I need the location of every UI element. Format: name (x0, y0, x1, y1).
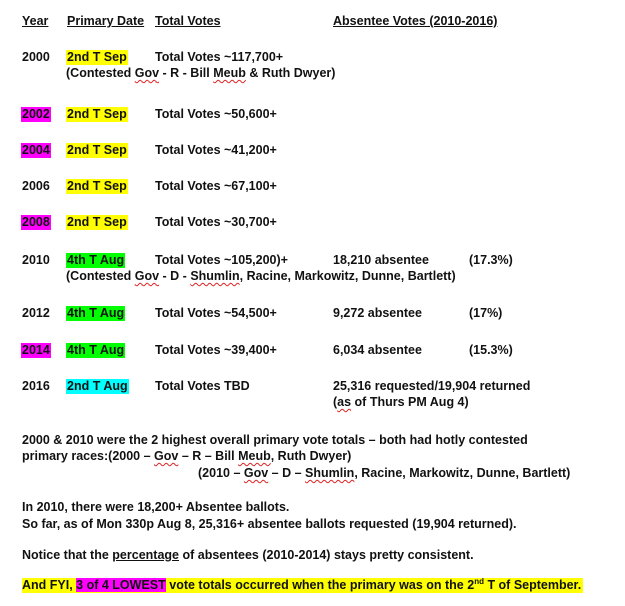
row-note: (Contested Gov - D - Shumlin, Racine, Markowitz, Dunne, Bartlett) (66, 269, 456, 283)
header-absentee: Absentee Votes (2010-2016) (333, 14, 498, 28)
row-date-badge: 2nd T Aug (67, 379, 128, 393)
row-total: Total Votes ~30,700+ (155, 215, 277, 229)
row-year: 2004 (22, 143, 50, 157)
row-total: Total Votes ~117,700+ (155, 50, 284, 64)
lowest-totals-highlight: 3 of 4 LOWEST (76, 578, 166, 592)
row-date-badge: 2nd T Sep (67, 179, 127, 193)
row-date-badge: 4th T Aug (67, 343, 125, 357)
row-absentee: 6,034 absentee (333, 343, 422, 357)
row-date-badge: 4th T Aug (67, 253, 125, 267)
row-absentee: 9,272 absentee (333, 306, 422, 320)
row-total: Total Votes ~41,200+ (155, 143, 277, 157)
row-total: Total Votes ~50,600+ (155, 107, 277, 121)
summary-fyi: And FYI, 3 of 4 LOWEST vote totals occurred when the primary was on the 2nd T of September. (22, 576, 582, 592)
row-total: Total Votes ~105,200)+ (155, 253, 288, 267)
row-year: 2014 (22, 343, 50, 357)
row-total: Total Votes TBD (155, 379, 250, 393)
row-total: Total Votes ~54,500+ (155, 306, 277, 320)
row-year: 2016 (22, 379, 50, 393)
header-total-votes: Total Votes (155, 14, 221, 28)
row-date-badge: 2nd T Sep (67, 50, 127, 64)
row-year: 2008 (22, 215, 50, 229)
row-date-badge: 2nd T Sep (67, 143, 127, 157)
row-absentee-pct: (15.3%) (469, 343, 513, 357)
row-note: (Contested Gov - R - Bill Meub & Ruth Dwyer) (66, 66, 336, 80)
row-date-badge: 2nd T Sep (67, 215, 127, 229)
row-absentee-note: (as of Thurs PM Aug 4) (333, 395, 469, 409)
row-date-badge: 2nd T Sep (67, 107, 127, 121)
row-absentee-pct: (17%) (469, 306, 503, 320)
summary-line: (2010 – Gov – D – Shumlin, Racine, Markowitz, Dunne, Bartlett) (198, 466, 571, 480)
header-year: Year (22, 14, 49, 28)
row-date-badge: 4th T Aug (67, 306, 125, 320)
row-year: 2012 (22, 306, 50, 320)
row-absentee: 25,316 requested/19,904 returned (333, 379, 531, 393)
row-year: 2000 (22, 50, 50, 64)
summary-percentage-note: Notice that the percentage of absentees (2010-2014) stays pretty consistent. (22, 548, 474, 562)
row-year: 2006 (22, 179, 50, 193)
row-year: 2010 (22, 253, 50, 267)
header-primary-date: Primary Date (67, 14, 145, 28)
row-total: Total Votes ~67,100+ (155, 179, 277, 193)
summary-line: primary races:(2000 – Gov – R – Bill Meub, Ruth Dwyer) (22, 449, 352, 463)
summary-line: In 2010, there were 18,200+ Absentee ballots. (22, 500, 290, 514)
row-absentee: 18,210 absentee (333, 253, 429, 267)
summary-line: 2000 & 2010 were the 2 highest overall primary vote totals – both had hotly contested (22, 433, 528, 447)
row-total: Total Votes ~39,400+ (155, 343, 277, 357)
row-year: 2002 (22, 107, 50, 121)
summary-line: So far, as of Mon 330p Aug 8, 25,316+ absentee ballots requested (19,904 returned). (22, 517, 517, 531)
row-absentee-pct: (17.3%) (469, 253, 513, 267)
